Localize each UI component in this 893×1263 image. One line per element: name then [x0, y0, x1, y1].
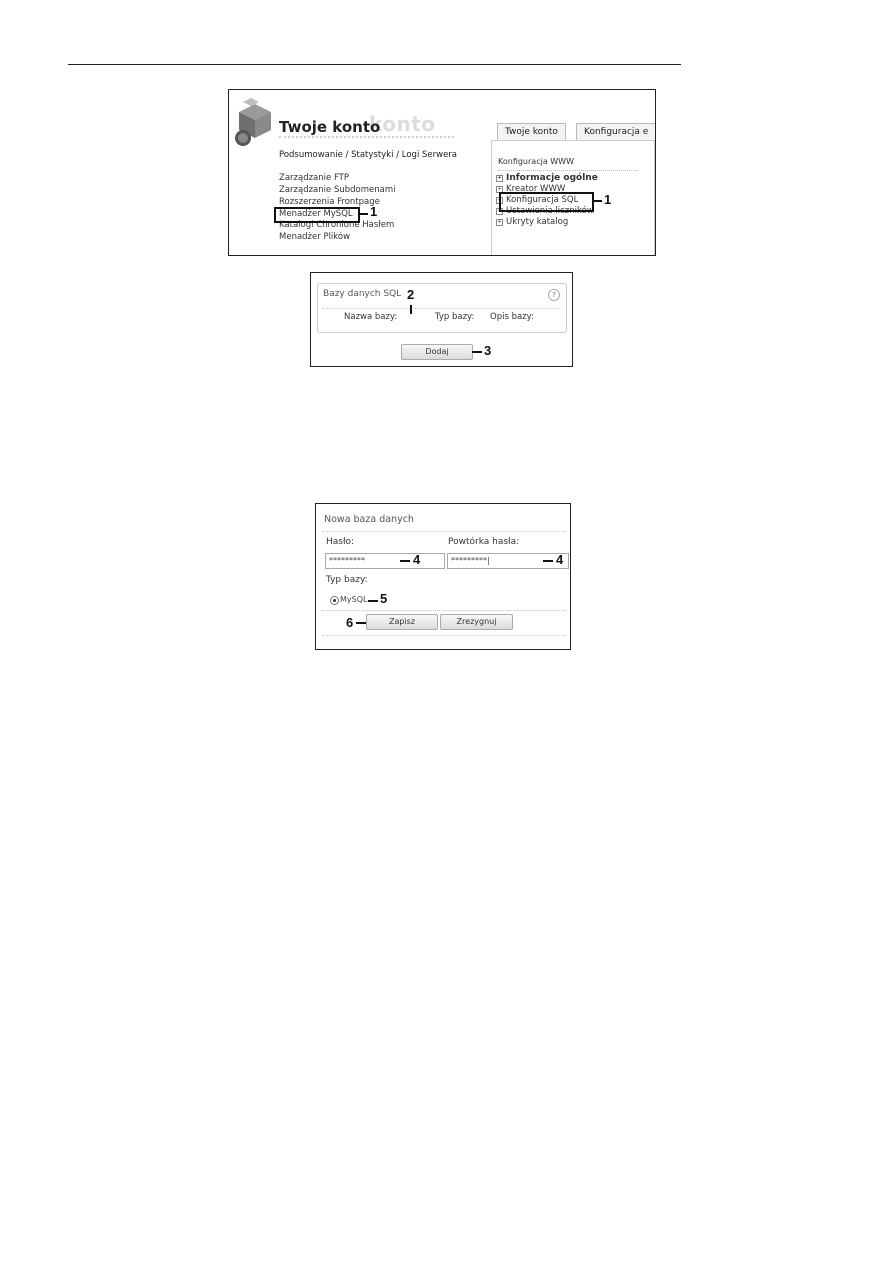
plus-icon: + [497, 208, 502, 214]
pane-heading: Konfiguracja WWW [498, 157, 574, 166]
menu-item-file-manager[interactable]: Menadżer Plików [279, 232, 351, 242]
help-icon[interactable]: ? [548, 289, 560, 301]
callout-line [356, 622, 366, 624]
pane-divider [498, 170, 638, 171]
databases-panel-screenshot [310, 272, 573, 367]
callout-number: 2 [407, 287, 415, 302]
highlight-box-mysql [274, 207, 360, 223]
pane-item-sql-config[interactable]: + Konfiguracja SQL [497, 195, 579, 205]
callout-line [358, 213, 368, 215]
ghost-title-watermark: konto [369, 112, 436, 136]
menu-item-protected-dirs[interactable]: Katalogi Chronione Hasłem [279, 220, 395, 230]
callout-number: 1 [370, 204, 378, 219]
new-database-panel-screenshot [315, 503, 571, 650]
menu-item-frontpage[interactable]: Rozszerzenia Frontpage [279, 197, 380, 207]
callout-number: 6 [346, 615, 354, 630]
mysql-radio[interactable] [330, 596, 339, 605]
boxes-logo-icon [233, 98, 277, 148]
callout-number: 4 [556, 552, 564, 567]
callout-number: 5 [380, 591, 388, 606]
callout-line [410, 305, 412, 314]
callout-number: 4 [413, 552, 421, 567]
callout-line [400, 560, 410, 562]
tab-configuration[interactable]: Konfiguracja e [576, 123, 656, 141]
password-label: Hasło: [326, 537, 355, 547]
tab-your-account[interactable]: Twoje konto [497, 123, 566, 141]
plus-icon: + [497, 186, 502, 192]
callout-number: 3 [484, 343, 492, 358]
form-title: Nowa baza danych [324, 514, 414, 525]
callout-number: 1 [604, 192, 612, 207]
save-button[interactable]: Zapisz [366, 614, 438, 630]
pane-item-counters[interactable]: + Ustawienia liczników [497, 206, 594, 216]
databases-fieldset [317, 283, 567, 333]
form-divider [322, 610, 566, 611]
mysql-radio-label[interactable]: MySQL [340, 595, 368, 604]
breadcrumb[interactable]: Podsumowanie / Statystyki / Logi Serwera [279, 150, 458, 160]
plus-icon: + [497, 197, 502, 203]
form-divider [322, 635, 566, 636]
cancel-button[interactable]: Zrezygnuj [440, 614, 513, 630]
add-button[interactable]: Dodaj [401, 344, 473, 360]
fieldset-divider [322, 308, 560, 309]
menu-item-mysql[interactable]: Menadżer MySQL [279, 209, 353, 219]
column-db-description: Opis bazy: [490, 312, 534, 322]
title-divider [279, 136, 454, 138]
pane-item-hidden-dir[interactable]: + Ukryty katalog [497, 217, 569, 227]
callout-line [472, 351, 482, 353]
repeat-password-label: Powtórka hasła: [448, 537, 520, 547]
pane-item-www-wizard[interactable]: + Kreator WWW [497, 184, 566, 194]
page-title: Twoje konto [279, 118, 381, 136]
plus-icon: + [497, 219, 502, 225]
plus-icon: + [497, 175, 502, 181]
account-panel-screenshot [228, 89, 656, 256]
password-input[interactable]: ********* [325, 553, 445, 569]
column-db-type: Typ bazy: [435, 312, 475, 322]
callout-line [592, 200, 602, 202]
highlight-box-sql-config [499, 192, 594, 212]
callout-line [543, 560, 553, 562]
callout-line [368, 600, 378, 602]
db-type-label: Typ bazy: [326, 575, 368, 585]
fieldset-title: Bazy danych SQL [323, 289, 402, 299]
menu-item-ftp[interactable]: Zarządzanie FTP [279, 173, 350, 183]
page-top-rule [68, 64, 681, 65]
pane-item-general-info[interactable]: + Informacje ogólne [497, 173, 598, 183]
menu-item-subdomains[interactable]: Zarządzanie Subdomenami [279, 185, 396, 195]
repeat-password-input[interactable]: *********| [447, 553, 569, 569]
form-divider [322, 531, 566, 532]
column-db-name: Nazwa bazy: [344, 312, 398, 322]
